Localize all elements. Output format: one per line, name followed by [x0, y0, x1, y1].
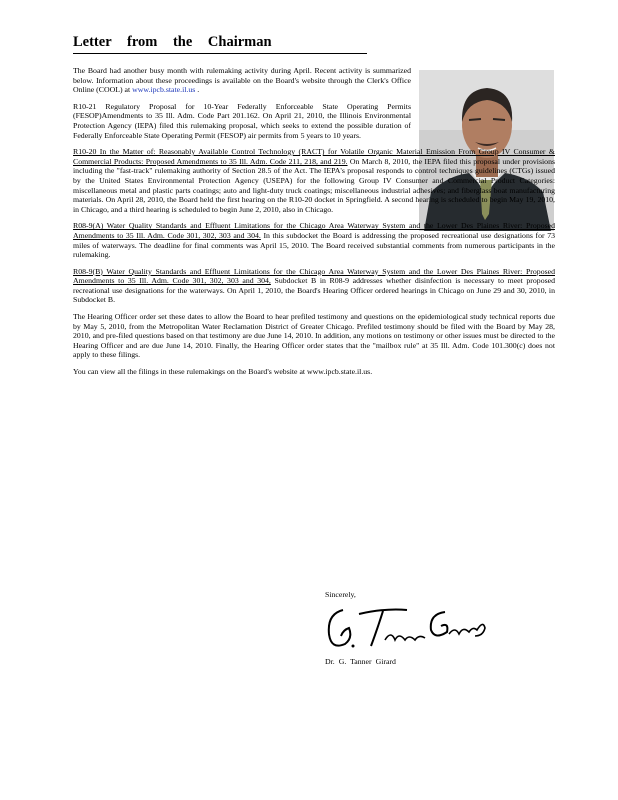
- letter-body: [73, 66, 555, 384]
- website-link[interactable]: www.ipcb.state.il.us: [132, 85, 196, 95]
- r08-9b-body: Subdocket B in R08-9 addresses whether disinfection is necessary to meet proposed recreational use designations for the waterways. On April 1, 2010, the Board's Hearing Officer ordered hearings in Chicago on June 29 and 30, 2010, in Subdocket B.: [73, 276, 555, 305]
- signer-name: Dr. G. Tanner Girard: [325, 657, 396, 666]
- intro-paragraph: [73, 66, 411, 95]
- closing: Sincerely,: [325, 590, 356, 599]
- handwritten-signature: [325, 600, 495, 655]
- r08-9a-body: In this subdocket the Board is addressing the proposed recreational use designations for 73 miles of waterways. The deadline for final comments was April 15, 2010. The Board received substantial comments from numerous participants in the rulemaking.: [73, 230, 555, 260]
- r08-9b-heading: R08-9(B) Water Quality Standards and Effluent Limitations for the Chicago Area Waterway System and the Lower Des Plaines River: Proposed Amendments to 35 Ill. Adm. Code 301, 302, 303 and 304,: [73, 266, 555, 286]
- r08-9b-paragraph: [73, 267, 555, 305]
- r10-20-body-b: On April 28, 2010, the Board held the first hearing on the R10-20 docket in Springfield. A second hearing is scheduled to begin May 19, 2010, in Chicago, and a third hearing is scheduled to begin June 2, 2010, also in Chicago.: [73, 195, 556, 214]
- r08-9a-paragraph: [73, 221, 555, 259]
- r10-20-heading: R10-20 In the Matter of: Reasonably Available Control Technology (RACT) for Volatile Organic Material Emission From Group IV Consumer & Commercial Products: Proposed Amendments to 35 Ill. Adm. Code 211, 218, and 219.: [73, 147, 555, 166]
- r10-21-paragraph: R10-21 Regulatory Proposal for 10-Year Federally Enforceable State Operating Permits (FESOP)Amendments to 35 Ill. Adm. Code Part 201.162. On April 21, 2010, the Illinois Environmental Protection Agency (IEPA) filed this rulemaking proposal, which seeks to extend the possible duration of Federally Enforceable State Operating Permit (FESOP) air permits from 5 years to 10 years.: [73, 101, 411, 140]
- letter-title: Letter from the Chairman: [73, 34, 367, 54]
- intro-end: .: [197, 85, 200, 95]
- intro-text: The Board had another busy month with rulemaking activity during April. Recent activity is summarized below. Information about these proceedings is available on the Board's website through the Clerk's Office Online (COOL) at: [73, 66, 411, 95]
- r08-9a-heading: R08-9(A) Water Quality Standards and Effluent Limitations for the Chicago Area Waterway System and the Lower Des Plaines River: Proposed Amendments to 35 Ill. Adm. Code 301, 302, 303 and 304.: [73, 221, 555, 240]
- r10-20-paragraph: [73, 147, 555, 214]
- filings-paragraph: You can view all the filings in these rulemakings on the Board's website at www.ipcb.state.il.us.: [73, 367, 373, 377]
- hearing-paragraph: The Hearing Officer order set these dates to allow the Board to hear prefiled testimony and questions on the epidemiological study technical reports due by May 5, 2010, from the Metropolitan Water Reclamation District of Greater Chicago. Prefiled testimony should be filed with the Board by May 28, 2010, and pre-filed questions based on that testimony are due June 14, 2010. In addition, any motions on testimony or other issues must be directed to the Hearing Officer and are due June 14, 2010. Finally, the Hearing Officer order states that the "mailbox rule" at 35 Ill. Adm. Code 101.300(c) does not apply to these filings.: [73, 312, 555, 360]
- r10-20-body-a: On March 8, 2010, the IEPA filed this proposal under provisions including the "fast-track" rulemaking authority of Section 28.5 of the Act. The IEPA's proposal responds to control techniques guidelines (CTGs) issued by the United States Environmental Protection Agency (USEPA) for the following Group IV Consumer and Commercial Product Categories: miscellaneous metal and plastic parts coatings; auto and light-duty truck coatings; miscellaneous industrial adhesives; and fiberglass boat manufacturing materials.: [73, 156, 555, 205]
